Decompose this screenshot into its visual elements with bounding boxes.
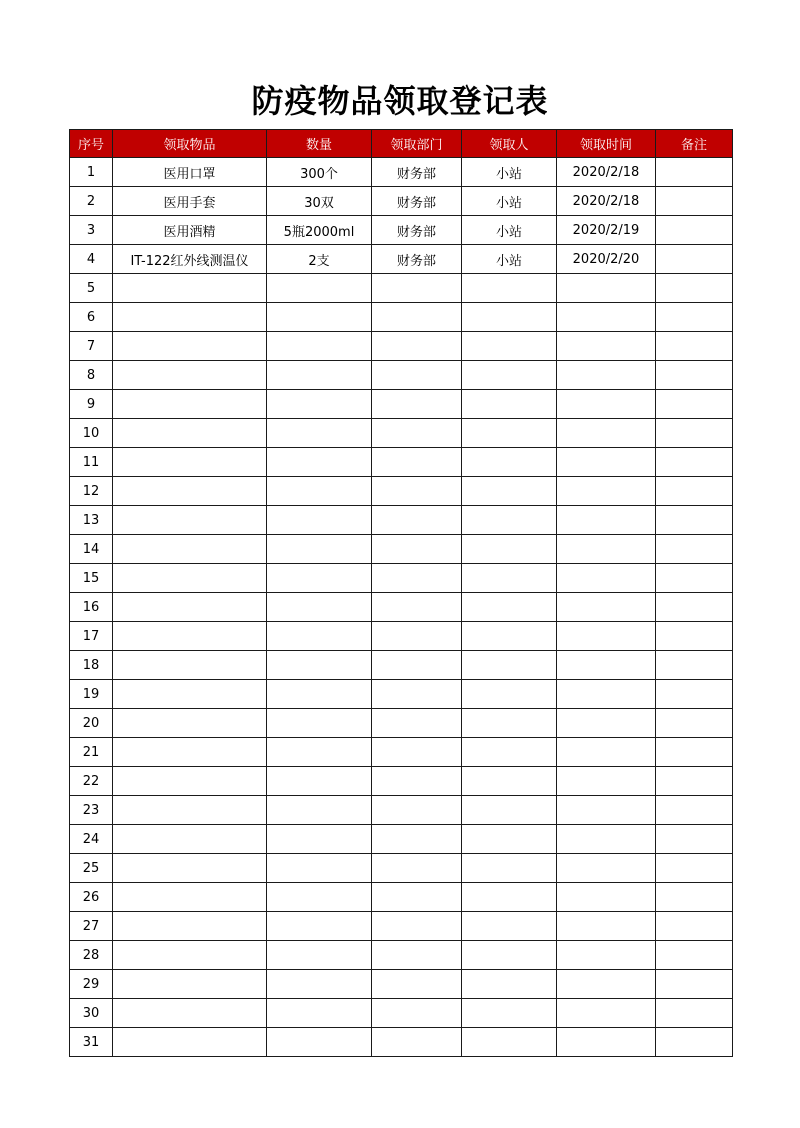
column-header-department: 领取部门 — [372, 130, 462, 158]
cell-remarks[interactable] — [656, 738, 733, 767]
cell-quantity[interactable] — [267, 622, 372, 651]
cell-item[interactable]: 医用口罩 — [113, 158, 267, 187]
cell-date[interactable] — [557, 941, 656, 970]
cell-quantity[interactable] — [267, 361, 372, 390]
cell-date[interactable] — [557, 622, 656, 651]
cell-department[interactable] — [372, 477, 462, 506]
cell-department[interactable] — [372, 825, 462, 854]
cell-remarks[interactable] — [656, 332, 733, 361]
cell-serial[interactable]: 7 — [70, 332, 113, 361]
cell-quantity[interactable] — [267, 738, 372, 767]
table-row — [70, 535, 733, 564]
cell-department[interactable]: 财务部 — [372, 187, 462, 216]
cell-date[interactable]: 2020/2/20 — [557, 245, 656, 274]
cell-date[interactable] — [557, 738, 656, 767]
cell-item[interactable] — [113, 941, 267, 970]
cell-remarks[interactable] — [656, 390, 733, 419]
cell-serial[interactable]: 28 — [70, 941, 113, 970]
cell-recipient[interactable] — [462, 506, 557, 535]
cell-item[interactable] — [113, 1028, 267, 1057]
cell-department[interactable] — [372, 999, 462, 1028]
cell-serial[interactable]: 9 — [70, 390, 113, 419]
cell-serial[interactable]: 3 — [70, 216, 113, 245]
cell-department[interactable]: 财务部 — [372, 216, 462, 245]
cell-department[interactable] — [372, 767, 462, 796]
cell-quantity[interactable] — [267, 651, 372, 680]
cell-serial[interactable]: 23 — [70, 796, 113, 825]
cell-item[interactable] — [113, 825, 267, 854]
cell-date[interactable] — [557, 883, 656, 912]
cell-recipient[interactable] — [462, 999, 557, 1028]
cell-recipient[interactable] — [462, 1028, 557, 1057]
cell-item[interactable] — [113, 332, 267, 361]
cell-date[interactable] — [557, 332, 656, 361]
cell-remarks[interactable] — [656, 883, 733, 912]
cell-item[interactable] — [113, 506, 267, 535]
cell-remarks[interactable] — [656, 854, 733, 883]
cell-date[interactable] — [557, 796, 656, 825]
cell-department[interactable] — [372, 651, 462, 680]
cell-date[interactable] — [557, 999, 656, 1028]
cell-serial[interactable]: 16 — [70, 593, 113, 622]
cell-remarks[interactable] — [656, 245, 733, 274]
table-row — [70, 448, 733, 477]
cell-date[interactable] — [557, 361, 656, 390]
cell-quantity[interactable] — [267, 912, 372, 941]
cell-recipient[interactable] — [462, 564, 557, 593]
table-row — [70, 622, 733, 651]
table-row — [70, 564, 733, 593]
cell-department[interactable] — [372, 912, 462, 941]
table-row — [70, 999, 733, 1028]
cell-recipient[interactable] — [462, 709, 557, 738]
cell-serial[interactable]: 18 — [70, 651, 113, 680]
page-title: 防疫物品领取登记表 — [251, 82, 549, 120]
cell-quantity[interactable] — [267, 506, 372, 535]
cell-quantity[interactable] — [267, 303, 372, 332]
cell-item[interactable] — [113, 651, 267, 680]
cell-quantity[interactable] — [267, 332, 372, 361]
cell-remarks[interactable] — [656, 1028, 733, 1057]
cell-date[interactable] — [557, 1028, 656, 1057]
cell-serial[interactable]: 31 — [70, 1028, 113, 1057]
cell-quantity[interactable]: 2支 — [267, 245, 372, 274]
cell-recipient[interactable] — [462, 535, 557, 564]
cell-item[interactable] — [113, 303, 267, 332]
cell-department[interactable] — [372, 448, 462, 477]
cell-serial[interactable]: 5 — [70, 274, 113, 303]
cell-date[interactable] — [557, 825, 656, 854]
cell-item[interactable] — [113, 883, 267, 912]
cell-item[interactable]: 医用手套 — [113, 187, 267, 216]
cell-department[interactable]: 财务部 — [372, 245, 462, 274]
cell-serial[interactable]: 24 — [70, 825, 113, 854]
cell-serial[interactable]: 26 — [70, 883, 113, 912]
cell-date[interactable] — [557, 448, 656, 477]
cell-recipient[interactable] — [462, 419, 557, 448]
cell-recipient[interactable] — [462, 767, 557, 796]
cell-date[interactable]: 2020/2/19 — [557, 216, 656, 245]
cell-remarks[interactable] — [656, 535, 733, 564]
cell-quantity[interactable] — [267, 477, 372, 506]
cell-recipient[interactable] — [462, 825, 557, 854]
cell-serial[interactable]: 10 — [70, 419, 113, 448]
cell-serial[interactable]: 4 — [70, 245, 113, 274]
cell-recipient[interactable] — [462, 651, 557, 680]
cell-serial[interactable]: 12 — [70, 477, 113, 506]
cell-department[interactable] — [372, 796, 462, 825]
table-row — [70, 941, 733, 970]
cell-item[interactable] — [113, 535, 267, 564]
cell-serial[interactable]: 25 — [70, 854, 113, 883]
cell-date[interactable] — [557, 477, 656, 506]
table-row — [70, 332, 733, 361]
cell-date[interactable] — [557, 390, 656, 419]
cell-quantity[interactable] — [267, 970, 372, 999]
table-row — [70, 187, 733, 216]
cell-remarks[interactable] — [656, 564, 733, 593]
cell-quantity[interactable] — [267, 274, 372, 303]
cell-remarks[interactable] — [656, 274, 733, 303]
column-header-item: 领取物品 — [113, 130, 267, 158]
table-row — [70, 274, 733, 303]
cell-recipient[interactable] — [462, 303, 557, 332]
cell-department[interactable] — [372, 883, 462, 912]
cell-item[interactable] — [113, 738, 267, 767]
cell-quantity[interactable] — [267, 854, 372, 883]
cell-date[interactable] — [557, 535, 656, 564]
table-row — [70, 883, 733, 912]
cell-recipient[interactable]: 小站 — [462, 216, 557, 245]
cell-department[interactable] — [372, 332, 462, 361]
cell-remarks[interactable] — [656, 187, 733, 216]
cell-item[interactable] — [113, 477, 267, 506]
cell-remarks[interactable] — [656, 448, 733, 477]
cell-department[interactable] — [372, 506, 462, 535]
cell-date[interactable] — [557, 593, 656, 622]
cell-serial[interactable]: 22 — [70, 767, 113, 796]
cell-item[interactable] — [113, 709, 267, 738]
column-header-quantity: 数量 — [267, 130, 372, 158]
cell-serial[interactable]: 30 — [70, 999, 113, 1028]
cell-quantity[interactable] — [267, 796, 372, 825]
cell-department[interactable] — [372, 593, 462, 622]
cell-department[interactable] — [372, 564, 462, 593]
cell-department[interactable] — [372, 303, 462, 332]
cell-recipient[interactable] — [462, 274, 557, 303]
cell-serial[interactable]: 14 — [70, 535, 113, 564]
cell-remarks[interactable] — [656, 796, 733, 825]
cell-date[interactable] — [557, 912, 656, 941]
cell-department[interactable] — [372, 622, 462, 651]
cell-quantity[interactable] — [267, 999, 372, 1028]
cell-date[interactable] — [557, 274, 656, 303]
cell-recipient[interactable] — [462, 854, 557, 883]
cell-item[interactable] — [113, 564, 267, 593]
cell-quantity[interactable] — [267, 390, 372, 419]
cell-recipient[interactable] — [462, 390, 557, 419]
cell-department[interactable] — [372, 1028, 462, 1057]
column-header-remarks: 备注 — [656, 130, 733, 158]
cell-remarks[interactable] — [656, 970, 733, 999]
cell-item[interactable] — [113, 767, 267, 796]
cell-quantity[interactable] — [267, 825, 372, 854]
cell-item[interactable] — [113, 999, 267, 1028]
cell-remarks[interactable] — [656, 622, 733, 651]
cell-remarks[interactable] — [656, 941, 733, 970]
cell-date[interactable] — [557, 709, 656, 738]
cell-recipient[interactable] — [462, 448, 557, 477]
cell-department[interactable] — [372, 535, 462, 564]
column-header-recipient: 领取人 — [462, 130, 557, 158]
cell-serial[interactable]: 17 — [70, 622, 113, 651]
cell-recipient[interactable] — [462, 941, 557, 970]
table-row — [70, 912, 733, 941]
table-row — [70, 651, 733, 680]
table-row — [70, 390, 733, 419]
cell-quantity[interactable] — [267, 593, 372, 622]
table-body — [70, 158, 733, 1057]
cell-recipient[interactable] — [462, 361, 557, 390]
cell-item[interactable] — [113, 912, 267, 941]
cell-date[interactable] — [557, 564, 656, 593]
cell-recipient[interactable] — [462, 622, 557, 651]
cell-department[interactable] — [372, 274, 462, 303]
cell-serial[interactable]: 2 — [70, 187, 113, 216]
cell-serial[interactable]: 21 — [70, 738, 113, 767]
cell-remarks[interactable] — [656, 767, 733, 796]
table-row — [70, 158, 733, 187]
cell-item[interactable] — [113, 622, 267, 651]
table-row — [70, 245, 733, 274]
column-header-date: 领取时间 — [557, 130, 656, 158]
table-row — [70, 709, 733, 738]
cell-item[interactable] — [113, 593, 267, 622]
cell-department[interactable] — [372, 680, 462, 709]
cell-recipient[interactable] — [462, 796, 557, 825]
cell-remarks[interactable] — [656, 912, 733, 941]
cell-remarks[interactable] — [656, 825, 733, 854]
cell-quantity[interactable] — [267, 680, 372, 709]
cell-quantity[interactable] — [267, 767, 372, 796]
cell-remarks[interactable] — [656, 709, 733, 738]
cell-serial[interactable]: 19 — [70, 680, 113, 709]
table-row — [70, 506, 733, 535]
cell-quantity[interactable]: 30双 — [267, 187, 372, 216]
cell-recipient[interactable] — [462, 332, 557, 361]
cell-date[interactable] — [557, 303, 656, 332]
cell-item[interactable] — [113, 361, 267, 390]
cell-remarks[interactable] — [656, 651, 733, 680]
table-row — [70, 1028, 733, 1057]
cell-serial[interactable]: 13 — [70, 506, 113, 535]
cell-remarks[interactable] — [656, 158, 733, 187]
table-row — [70, 738, 733, 767]
cell-quantity[interactable] — [267, 448, 372, 477]
cell-item[interactable] — [113, 448, 267, 477]
cell-quantity[interactable] — [267, 709, 372, 738]
cell-recipient[interactable] — [462, 912, 557, 941]
cell-serial[interactable]: 27 — [70, 912, 113, 941]
table-row — [70, 593, 733, 622]
table-row — [70, 767, 733, 796]
cell-recipient[interactable] — [462, 477, 557, 506]
table-header — [70, 130, 733, 158]
cell-serial[interactable]: 1 — [70, 158, 113, 187]
cell-recipient[interactable] — [462, 593, 557, 622]
cell-date[interactable] — [557, 651, 656, 680]
table-row — [70, 419, 733, 448]
cell-date[interactable] — [557, 970, 656, 999]
cell-item[interactable] — [113, 390, 267, 419]
cell-date[interactable] — [557, 680, 656, 709]
cell-date[interactable]: 2020/2/18 — [557, 158, 656, 187]
cell-remarks[interactable] — [656, 419, 733, 448]
cell-remarks[interactable] — [656, 216, 733, 245]
cell-item[interactable] — [113, 680, 267, 709]
cell-department[interactable] — [372, 361, 462, 390]
table-row — [70, 303, 733, 332]
cell-remarks[interactable] — [656, 477, 733, 506]
cell-department[interactable] — [372, 854, 462, 883]
cell-recipient[interactable] — [462, 883, 557, 912]
cell-date[interactable] — [557, 506, 656, 535]
cell-item[interactable]: 医用酒精 — [113, 216, 267, 245]
cell-department[interactable] — [372, 941, 462, 970]
cell-date[interactable] — [557, 854, 656, 883]
table-row — [70, 825, 733, 854]
cell-quantity[interactable] — [267, 941, 372, 970]
column-header-serial: 序号 — [70, 130, 113, 158]
cell-department[interactable]: 财务部 — [372, 158, 462, 187]
cell-recipient[interactable]: 小站 — [462, 245, 557, 274]
cell-remarks[interactable] — [656, 303, 733, 332]
cell-recipient[interactable]: 小站 — [462, 158, 557, 187]
table-row — [70, 680, 733, 709]
cell-quantity[interactable] — [267, 535, 372, 564]
cell-quantity[interactable] — [267, 1028, 372, 1057]
cell-department[interactable] — [372, 970, 462, 999]
cell-quantity[interactable]: 5瓶2000ml — [267, 216, 372, 245]
cell-department[interactable] — [372, 390, 462, 419]
table-row — [70, 970, 733, 999]
cell-date[interactable] — [557, 419, 656, 448]
cell-item[interactable] — [113, 419, 267, 448]
cell-item[interactable] — [113, 970, 267, 999]
cell-recipient[interactable]: 小站 — [462, 187, 557, 216]
cell-serial[interactable]: 29 — [70, 970, 113, 999]
cell-quantity[interactable]: 300个 — [267, 158, 372, 187]
cell-department[interactable] — [372, 709, 462, 738]
cell-item[interactable] — [113, 274, 267, 303]
cell-serial[interactable]: 15 — [70, 564, 113, 593]
cell-quantity[interactable] — [267, 419, 372, 448]
cell-serial[interactable]: 20 — [70, 709, 113, 738]
cell-date[interactable]: 2020/2/18 — [557, 187, 656, 216]
table-row — [70, 796, 733, 825]
cell-recipient[interactable] — [462, 970, 557, 999]
cell-remarks[interactable] — [656, 999, 733, 1028]
cell-item[interactable]: IT-122红外线测温仪 — [113, 245, 267, 274]
cell-remarks[interactable] — [656, 506, 733, 535]
table-row — [70, 477, 733, 506]
header-row — [70, 130, 733, 158]
cell-quantity[interactable] — [267, 883, 372, 912]
cell-serial[interactable]: 6 — [70, 303, 113, 332]
cell-recipient[interactable] — [462, 680, 557, 709]
table-row — [70, 216, 733, 245]
cell-item[interactable] — [113, 796, 267, 825]
cell-department[interactable] — [372, 419, 462, 448]
cell-quantity[interactable] — [267, 564, 372, 593]
table-row — [70, 361, 733, 390]
cell-department[interactable] — [372, 738, 462, 767]
cell-remarks[interactable] — [656, 680, 733, 709]
cell-serial[interactable]: 11 — [70, 448, 113, 477]
cell-remarks[interactable] — [656, 593, 733, 622]
cell-recipient[interactable] — [462, 738, 557, 767]
cell-serial[interactable]: 8 — [70, 361, 113, 390]
table-row — [70, 854, 733, 883]
cell-date[interactable] — [557, 767, 656, 796]
cell-remarks[interactable] — [656, 361, 733, 390]
cell-item[interactable] — [113, 854, 267, 883]
registration-table — [69, 129, 733, 1057]
